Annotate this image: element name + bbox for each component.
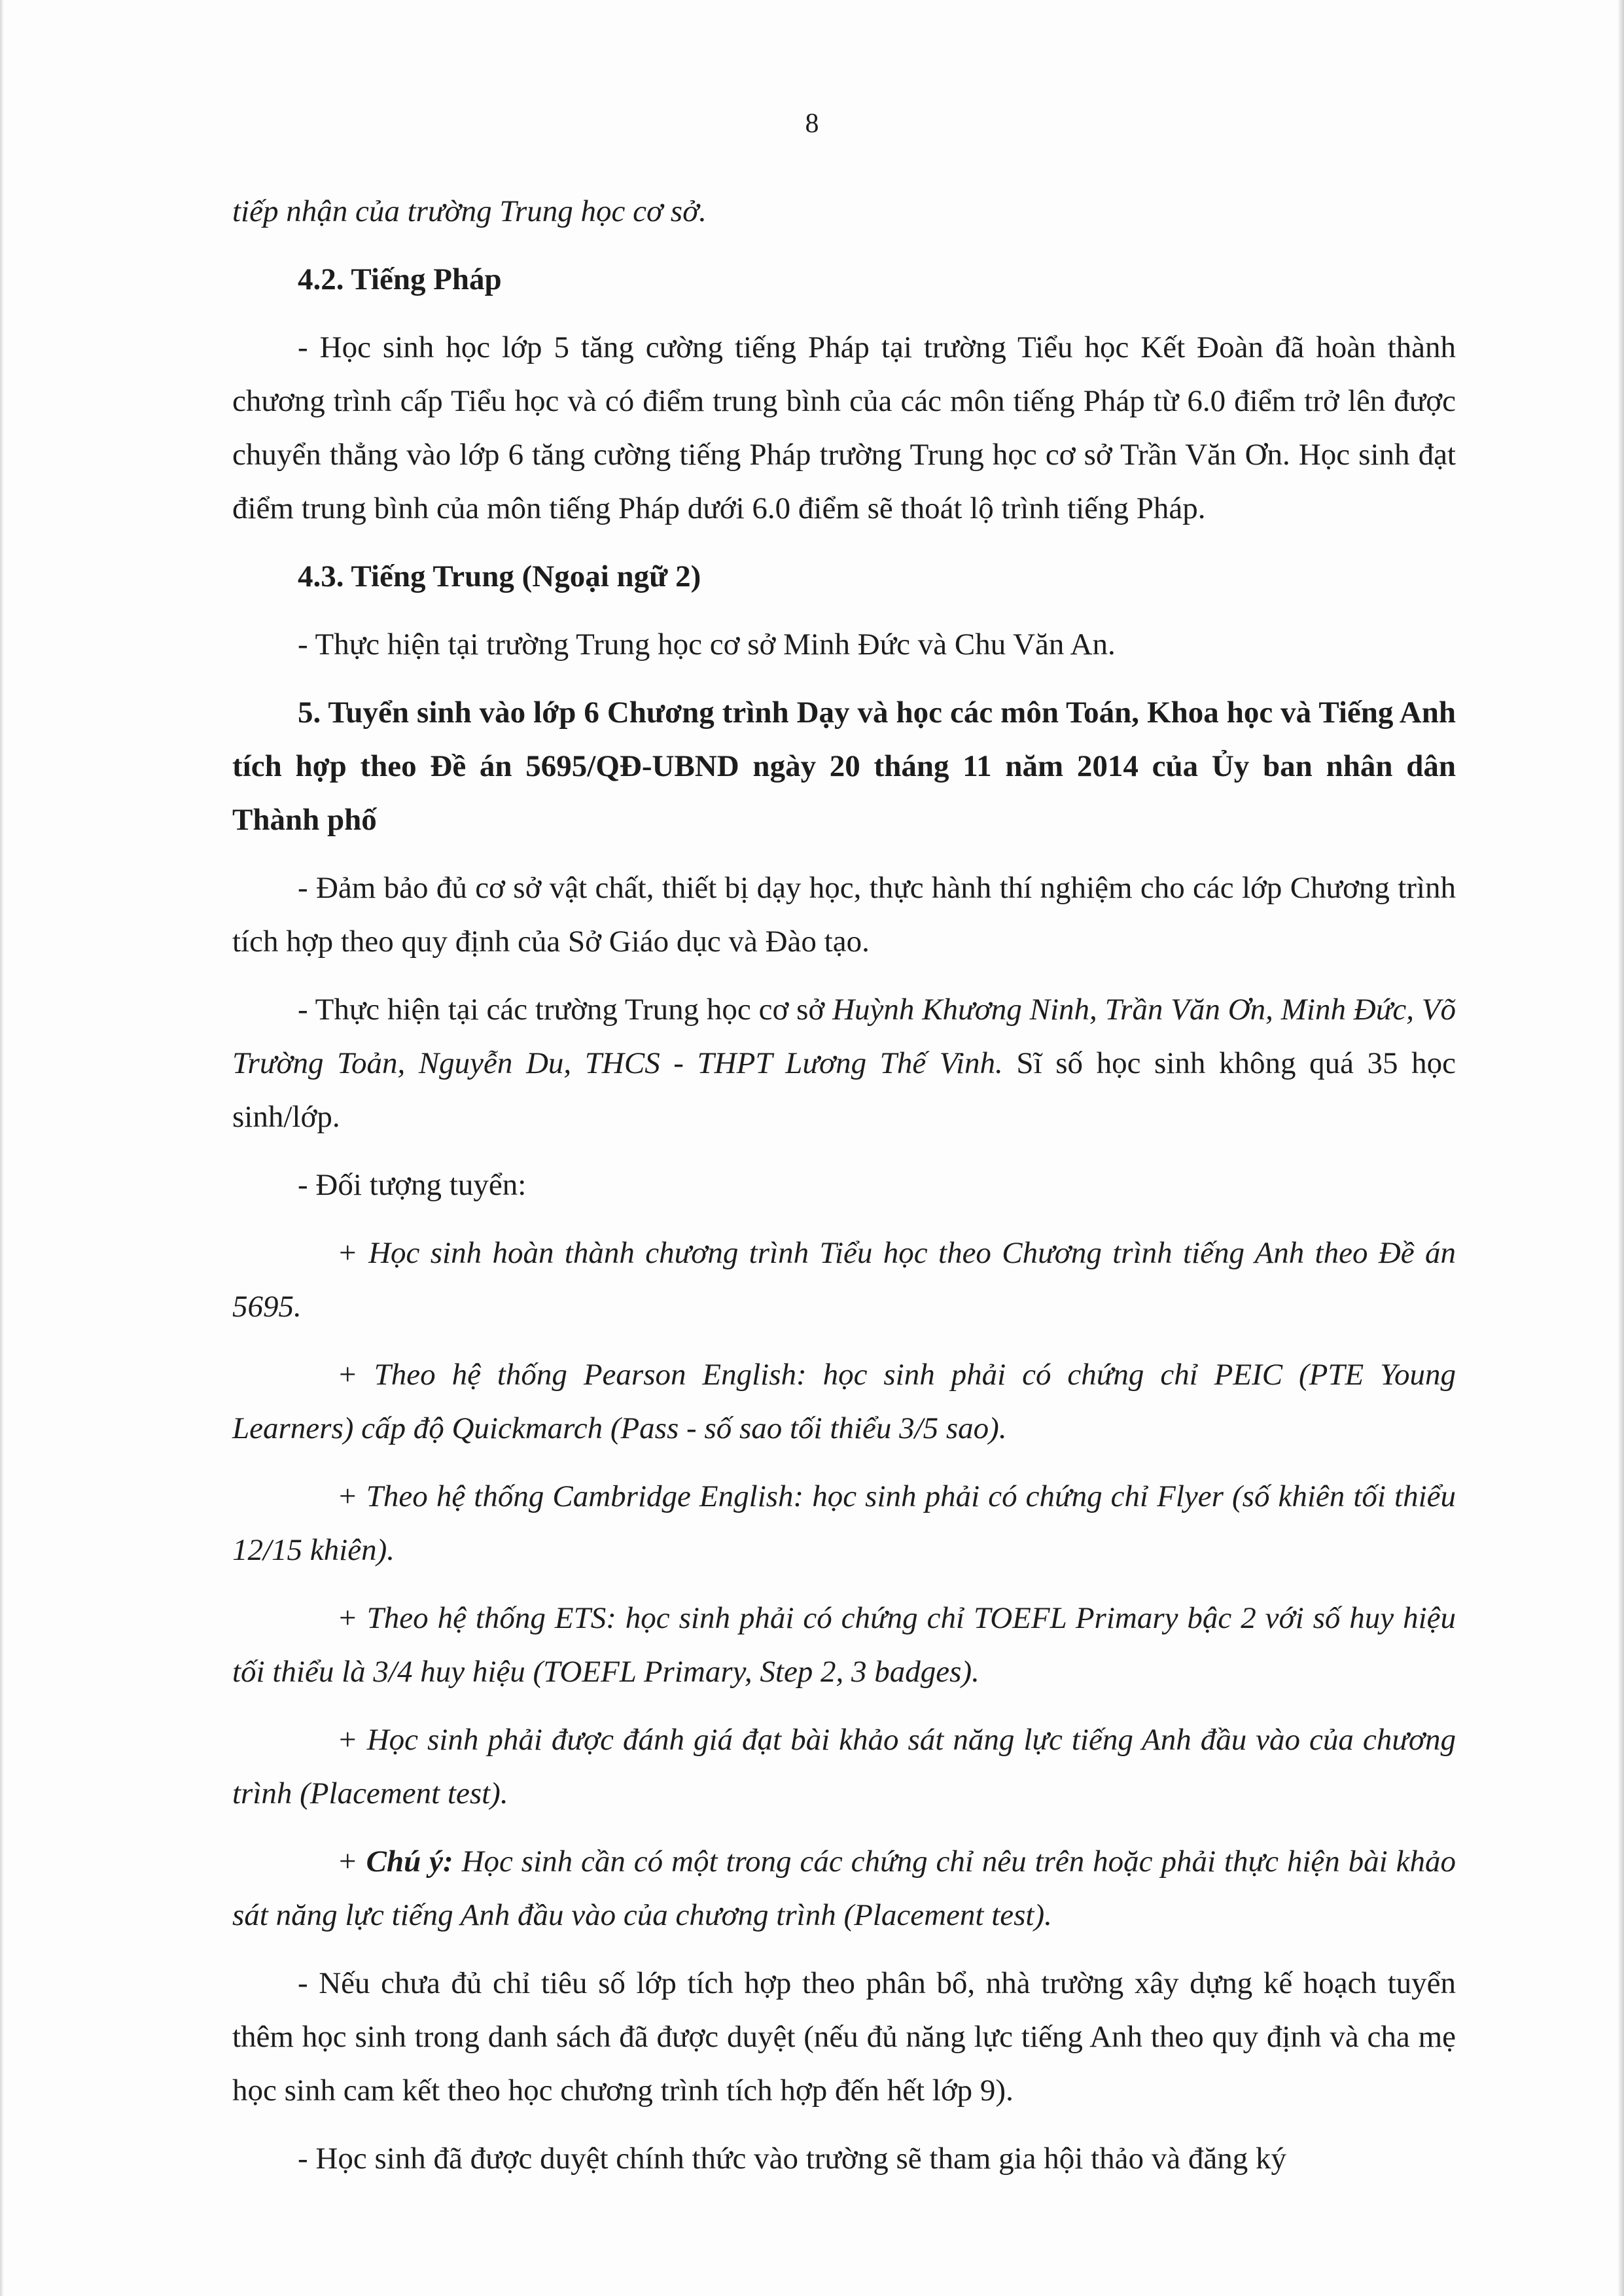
section-heading-4-3: 4.3. Tiếng Trung (Ngoại ngữ 2) [298, 559, 701, 593]
criterion-ets: + Theo hệ thống ETS: học sinh phải có chứng chỉ TOEFL Primary bậc 2 với số huy hiệu tối thiểu là 3/4 huy hiệu (TOEFL Primary, Step 2, 3 badges). [232, 1601, 1456, 1689]
note-label: Chú ý: [366, 1845, 453, 1879]
paragraph-chinese-program: - Thực hiện tại trường Trung học cơ sở Minh Đức và Chu Văn An. [298, 627, 1116, 662]
paragraph-schools [232, 983, 1456, 1144]
paragraph-additional-enrollment: - Nếu chưa đủ chỉ tiêu số lớp tích hợp theo phân bổ, nhà trường xây dựng kế hoạch tuyển thêm học sinh trong danh sách đã được duyệt (nếu đủ năng lực tiếng Anh theo quy định và cha mẹ học sinh cam kết theo học chương trình tích hợp đến hết lớp 9). [232, 1966, 1456, 2108]
continuation-line: tiếp nhận của trường Trung học cơ sở. [232, 194, 707, 228]
schools-list: Huỳnh Khương Ninh, Trần Văn Ơn, Minh Đức, Võ Trường Toản, Nguyễn Du, THCS - THPT Lương Thế Vinh. [232, 993, 1456, 1080]
document-body [232, 185, 1456, 2185]
class-size: Sĩ số học sinh không quá 35 học sinh/lớp. [232, 1046, 1456, 1134]
note-plus: + [337, 1845, 366, 1879]
criterion-placement-test: + Học sinh phải được đánh giá đạt bài khảo sát năng lực tiếng Anh đầu vào của chương trình (Placement test). [232, 1723, 1456, 1810]
page-number: 8 [805, 109, 819, 139]
scan-edge-right [1617, 0, 1624, 2296]
paragraph-approved-students: - Học sinh đã được duyệt chính thức vào trường sẽ tham gia hội thảo và đăng ký [298, 2142, 1286, 2176]
criterion-5695: + Học sinh hoàn thành chương trình Tiểu học theo Chương trình tiếng Anh theo Đề án 5695. [232, 1236, 1456, 1324]
schools-intro: - Thực hiện tại các trường Trung học cơ sở [298, 993, 833, 1027]
criterion-cambridge: + Theo hệ thống Cambridge English: học sinh phải có chứng chỉ Flyer (số khiên tối thiểu 12/15 khiên). [232, 1479, 1456, 1567]
paragraph-target-intro: - Đối tượng tuyển: [298, 1168, 527, 1202]
section-heading-5: 5. Tuyển sinh vào lớp 6 Chương trình Dạy và học các môn Toán, Khoa học và Tiếng Anh tích hợp theo Đề án 5695/QĐ-UBND ngày 20 tháng 11 năm 2014 của Ủy ban nhân dân Thành phố [232, 696, 1456, 837]
scan-edge-left [0, 0, 4, 2296]
criterion-pearson: + Theo hệ thống Pearson English: học sinh phải có chứng chỉ PEIC (PTE Young Learners) cấp độ Quickmarch (Pass - số sao tối thiểu 3/5 sao). [232, 1358, 1456, 1445]
paragraph-facilities: - Đảm bảo đủ cơ sở vật chất, thiết bị dạy học, thực hành thí nghiệm cho các lớp Chương trình tích hợp theo quy định của Sở Giáo dục và Đào tạo. [232, 871, 1456, 959]
note-text: Học sinh cần có một trong các chứng chỉ nêu trên hoặc phải thực hiện bài khảo sát năng lực tiếng Anh đầu vào của chương trình (Placement test). [232, 1845, 1456, 1932]
paragraph-french-program: - Học sinh học lớp 5 tăng cường tiếng Pháp tại trường Tiểu học Kết Đoàn đã hoàn thành chương trình cấp Tiểu học và có điểm trung bình của các môn tiếng Pháp từ 6.0 điểm trở lên được chuyển thẳng vào lớp 6 tăng cường tiếng Pháp trường Trung học cơ sở Trần Văn Ơn. Học sinh đạt điểm trung bình của môn tiếng Pháp dưới 6.0 điểm sẽ thoát lộ trình tiếng Pháp. [232, 330, 1456, 525]
section-heading-4-2: 4.2. Tiếng Pháp [298, 262, 502, 296]
criterion-note [232, 1835, 1456, 1942]
